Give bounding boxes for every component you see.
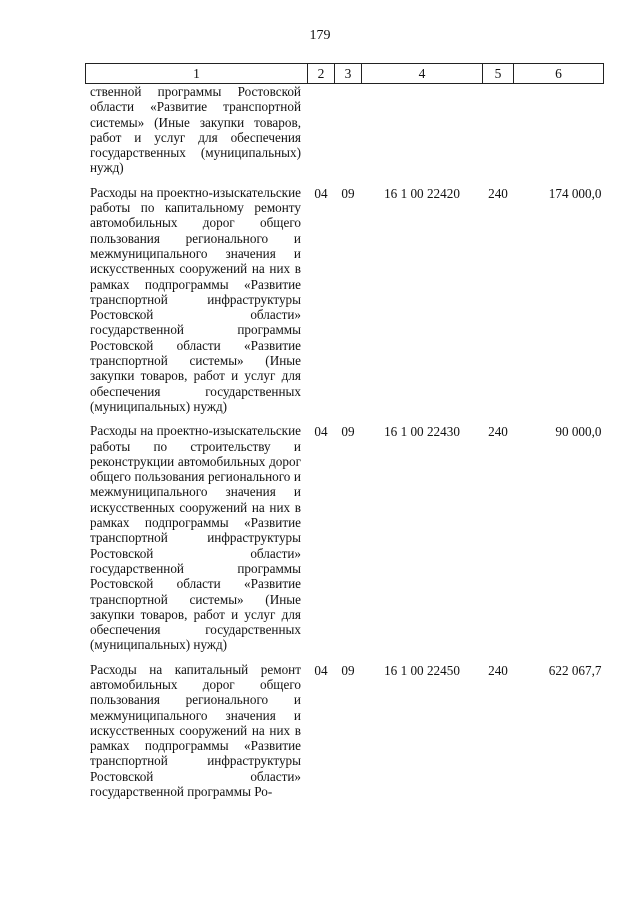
row-section: 04 bbox=[314, 424, 328, 440]
row-section: 04 bbox=[314, 185, 328, 201]
row-description: Расходы на капитальный ремонт автомобильных дорог общего пользования регионального и межмуниципального значения и искусственных сооружений на них в рамках подпрограммы «Развитие транспортной инфраструктуры Ростовской области» государственной программы Ро- bbox=[90, 661, 301, 800]
header-col-6: 6 bbox=[514, 64, 604, 84]
row-subsection: 09 bbox=[341, 185, 355, 201]
header-col-2: 2 bbox=[308, 64, 335, 84]
row-section: 04 bbox=[314, 662, 328, 678]
header-col-1: 1 bbox=[86, 64, 308, 84]
row-amount bbox=[514, 84, 604, 185]
table-row bbox=[86, 185, 604, 423]
row-amount: 622 067,7 bbox=[548, 662, 602, 678]
row-target-article bbox=[362, 84, 483, 185]
row-subsection: 09 bbox=[341, 662, 355, 678]
table-body bbox=[86, 84, 604, 809]
row-expense-type: 240 bbox=[488, 185, 508, 201]
row-description: Расходы на проектно-изыскательские работы по капитальному ремонту автомобильных дорог общего пользования регионального и межмуниципального значения и искусственных сооружений на них в рамках подпрограммы «Развитие транспортной инфраструктуры Ростовской области» государственной программы Ростовской области «Развитие транспортной системы» (Иные закупки товаров, работ и услуг для обеспечения государственных (муниципальных) нужд) bbox=[90, 184, 301, 414]
table-row bbox=[86, 84, 604, 185]
header-row bbox=[86, 64, 604, 84]
row-expense-type: 240 bbox=[488, 662, 508, 678]
row-description: Расходы на проектно-изыскательские работы по строительству и реконструкции автомобильных дорог общего пользования регионального и межмуниципального значения и искусственных сооружений на них в рамках подпрограммы «Развитие транспортной инфраструктуры Ростовской области» государственной программы Ростовской области «Развитие транспортной системы» (Иные закупки товаров, работ и услуг для обеспечения государственных (муниципальных) нужд) bbox=[90, 423, 301, 653]
row-amount: 174 000,0 bbox=[548, 185, 602, 201]
table-row bbox=[86, 662, 604, 809]
budget-table bbox=[85, 63, 604, 808]
row-target-article: 16 1 00 22430 bbox=[384, 424, 460, 440]
row-amount: 90 000,0 bbox=[555, 424, 602, 440]
page-number: 179 bbox=[309, 28, 331, 43]
row-expense-type: 240 bbox=[488, 424, 508, 440]
row-description: ственной программы Ростовской области «Развитие транспортной системы» (Иные закупки товаров, работ и услуг для обеспечения государственных (муниципальных) нужд) bbox=[90, 84, 301, 176]
row-subsection: 09 bbox=[341, 424, 355, 440]
table-row bbox=[86, 423, 604, 661]
header-col-3: 3 bbox=[335, 64, 362, 84]
row-section bbox=[308, 84, 335, 185]
header-col-4: 4 bbox=[362, 64, 483, 84]
row-target-article: 16 1 00 22450 bbox=[384, 662, 460, 678]
row-subsection bbox=[335, 84, 362, 185]
header-col-5: 5 bbox=[483, 64, 514, 84]
row-target-article: 16 1 00 22420 bbox=[384, 185, 460, 201]
table-header bbox=[86, 64, 604, 84]
row-expense-type bbox=[483, 84, 514, 185]
